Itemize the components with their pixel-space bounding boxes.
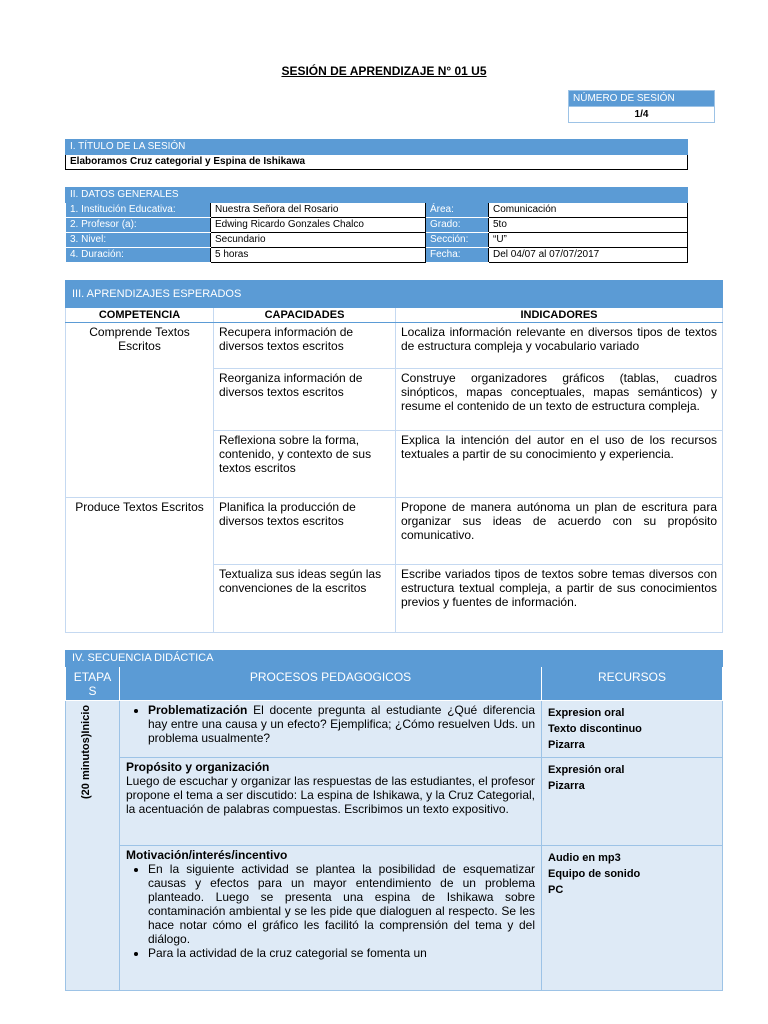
process-title: Propósito y organización [126, 760, 270, 774]
resource-item: Equipo de sonido [548, 868, 641, 880]
general-data-table [65, 187, 688, 263]
data-label: Sección: [426, 233, 489, 248]
data-label: Grado: [426, 218, 489, 233]
col-competencia: COMPETENCIA [66, 308, 214, 323]
data-label: Fecha: [426, 248, 489, 263]
col-etapas: ETAPAS [66, 667, 120, 701]
competencia-cell: Comprende Textos Escritos [66, 323, 214, 498]
session-number-label: NÚMERO DE SESIÓN [569, 91, 715, 107]
data-value: Nuestra Señora del Rosario [211, 203, 426, 218]
general-data-row [66, 203, 688, 218]
stage-label: (20 minutos)Inicio [80, 705, 92, 800]
section3-header: III. APRENDIZAJES ESPERADOS [66, 281, 723, 308]
col-procesos: PROCESOS PEDAGOGICOS [120, 667, 542, 701]
resource-item: PC [548, 884, 564, 896]
col-recursos: RECURSOS [542, 667, 723, 701]
process-cell [120, 758, 542, 846]
session-number-table [568, 90, 715, 123]
process-bullet: • Para la actividad de la cruz categorial se fomenta un [148, 946, 535, 960]
resources-cell [542, 846, 723, 991]
capacidad-cell: Textualiza sus ideas según las convenciones de la escritos [214, 565, 396, 633]
session-title-table [65, 139, 688, 170]
general-data-row [66, 233, 688, 248]
section1-header: I. TÍTULO DE LA SESIÓN [66, 140, 688, 155]
indicador-cell: Propone de manera autónoma un plan de escritura para organizar sus ideas de acuerdo con su propósito comunicativo. [396, 498, 723, 565]
process-bullet: • En la siguiente actividad se plantea la posibilidad de esquematizar causas y efectos para un mayor entendimiento de un problema planteado. Luego se presenta una espina de Ishikawa sobre contaminación ambiental y se les pide que dialoguen al respecto. Se les hace notar cómo el gráfico les facilitó la comprensión del tema y del diálogo. [148, 862, 535, 946]
process-title: Motivación/interés/incentivo [126, 848, 288, 862]
indicador-cell: Escribe variados tipos de textos sobre temas diversos con estructura textual compleja, a partir de sus conocimientos previos y fuentes de información. [396, 565, 723, 633]
process-text: El docente pregunta al estudiante ¿Qué diferencia hay entre una causa y un efecto? Ejemplifica; ¿Cómo resuelven Uds. un problema usualmente? [148, 703, 535, 745]
data-label: 3. Nivel: [66, 233, 211, 248]
process-cell [120, 846, 542, 991]
indicador-cell: Construye organizadores gráficos (tablas, cuadros sinópticos, mapas conceptuales, mapas semánticos) y resume el contenido de un texto de estructura compleja. [396, 369, 723, 431]
data-label: 1. Institución Educativa: [66, 203, 211, 218]
data-value: 5 horas [211, 248, 426, 263]
data-value: Del 04/07 al 07/07/2017 [489, 248, 688, 263]
data-label: 2. Profesor (a): [66, 218, 211, 233]
session-number-value: 1/4 [569, 107, 715, 123]
process-cell [120, 701, 542, 758]
col-capacidades: CAPACIDADES [214, 308, 396, 323]
resource-item: Texto discontinuo [548, 723, 642, 735]
expected-learning-table [65, 280, 723, 633]
data-value: Comunicación [489, 203, 688, 218]
page-title: SESIÓN DE APRENDIZAJE N° 01 U5 [281, 64, 487, 78]
indicador-cell: Explica la intención del autor en el uso de los recursos textuales a partir de su conocimiento y experiencia. [396, 431, 723, 498]
resources-cell [542, 758, 723, 846]
capacidad-cell: Reorganiza información de diversos textos escritos [214, 369, 396, 431]
competencia-cell: Produce Textos Escritos [66, 498, 214, 633]
data-value: Secundario [211, 233, 426, 248]
resource-item: Audio en mp3 [548, 852, 621, 864]
resource-item: Pizarra [548, 780, 585, 792]
data-label: Área: [426, 203, 489, 218]
capacidad-cell: Planifica la producción de diversos textos escritos [214, 498, 396, 565]
didactic-sequence-table [65, 650, 723, 991]
data-value: “U” [489, 233, 688, 248]
general-data-row [66, 248, 688, 263]
data-value: 5to [489, 218, 688, 233]
capacidad-cell: Reflexiona sobre la forma, contenido, y contexto de sus textos escritos [214, 431, 396, 498]
section2-header: II. DATOS GENERALES [66, 188, 688, 203]
indicador-cell: Localiza información relevante en diversos tipos de textos de estructura compleja y vocabulario variado [396, 323, 723, 369]
general-data-row [66, 218, 688, 233]
process-title: Problematización [148, 703, 248, 717]
resource-item: Expresión oral [548, 764, 625, 776]
data-label: 4. Duración: [66, 248, 211, 263]
process-text: Luego de escuchar y organizar las respuestas de las estudiantes, el profesor propone el tema a ser discutido: La espina de Ishikawa, y la Cruz Categorial, la acentuación de palabras compuestas. Escribimos un texto expositivo. [126, 774, 535, 816]
session-title-value: Elaboramos Cruz categorial y Espina de Ishikawa [66, 155, 688, 170]
section4-header: IV. SECUENCIA DIDÁCTICA [66, 651, 723, 667]
resource-item: Expresion oral [548, 707, 625, 719]
resources-cell [542, 701, 723, 758]
col-indicadores: INDICADORES [396, 308, 723, 323]
data-value: Edwing Ricardo Gonzales Chalco [211, 218, 426, 233]
capacidad-cell: Recupera información de diversos textos escritos [214, 323, 396, 369]
resource-item: Pizarra [548, 739, 585, 751]
